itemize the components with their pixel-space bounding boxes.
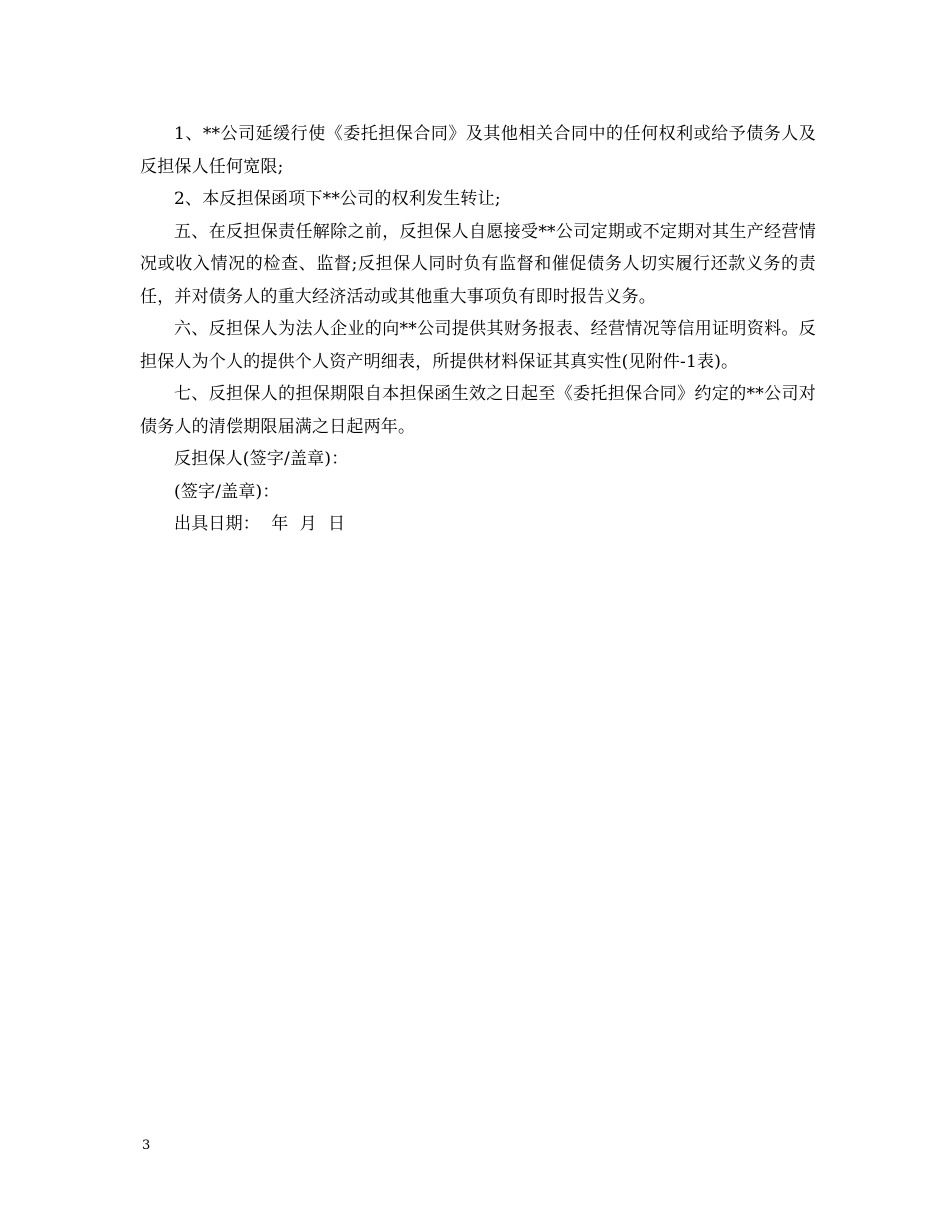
issue-date-line: 出具日期： 年 月 日 <box>174 514 346 534</box>
clause-five-paragraph: 五、在反担保责任解除之前，反担保人自愿接受**公司定期或不定期对其生产经营情况或收入情况的检查、监督;反担保人同时负有监督和催促债务人切实履行还款义务的责任，并对债务人的重大经济活动或其他重大事项负有即时报告义务。 <box>140 221 816 307</box>
clause-2-paragraph: 2、本反担保函项下**公司的权利发生转让; <box>174 189 501 209</box>
page-number: 3 <box>142 1138 151 1153</box>
guarantor-signature-line: 反担保人(签字/盖章)： <box>174 449 349 469</box>
signature-stamp-line: (签字/盖章)： <box>174 481 280 502</box>
clause-six-paragraph: 六、反担保人为法人企业的向**公司提供其财务报表、经营情况等信用证明资料。反担保人为个人的提供个人资产明细表，所提供材料保证其真实性(见附件-1表)。 <box>140 319 816 372</box>
clause-seven-paragraph: 七、反担保人的担保期限自本担保函生效之日起至《委托担保合同》约定的**公司对债务人的清偿期限届满之日起两年。 <box>140 384 816 437</box>
document-body <box>140 118 816 541</box>
clause-1-paragraph: 1、**公司延缓行使《委托担保合同》及其他相关合同中的任何权利或给予债务人及反担保人任何宽限; <box>140 124 816 177</box>
